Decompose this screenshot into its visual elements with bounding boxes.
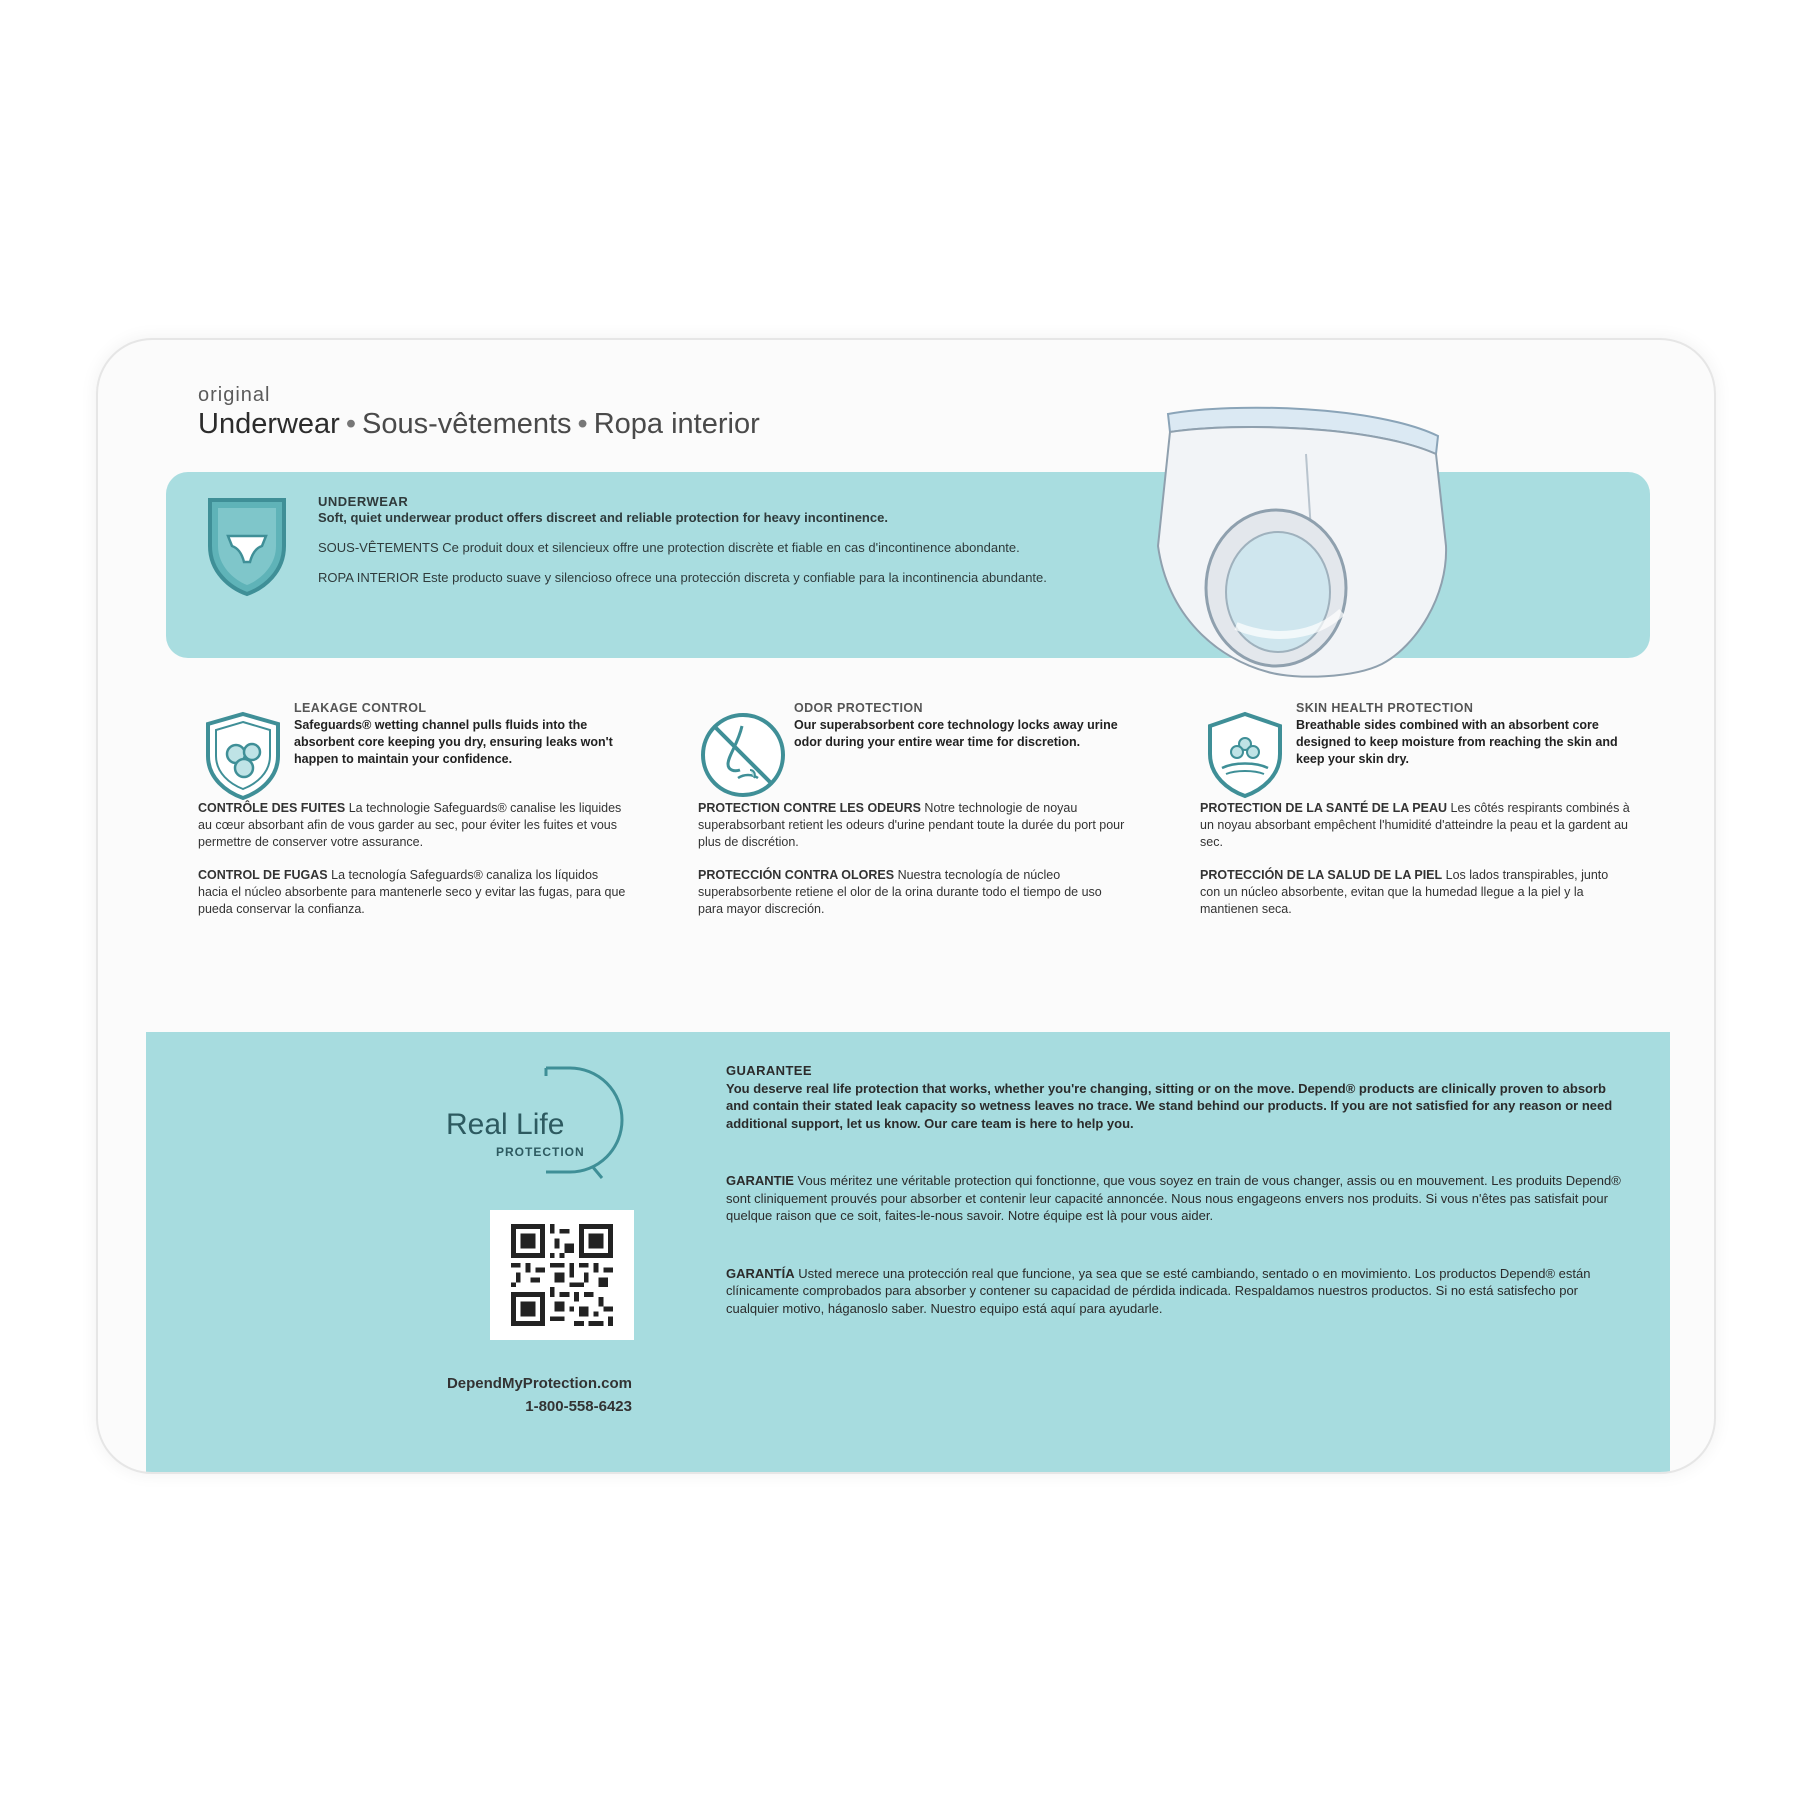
logo-line1: Real Life [446, 1108, 565, 1141]
band-fr-text: SOUS-VÊTEMENTS Ce produit doux et silencieux offre une protection discrète et fiable en cas d'incontinence abondante. [318, 540, 1020, 555]
title-separator: • [577, 408, 588, 440]
guarantee-heading: GUARANTEE [726, 1063, 812, 1078]
feature-heading: LEAKAGE CONTROL [294, 701, 427, 715]
title-en: Underwear [198, 408, 340, 440]
band-en-text: Soft, quiet underwear product offers discreet and reliable protection for heavy incontinence. [318, 510, 888, 525]
product-title [198, 408, 760, 441]
feature-en-text: Safeguards® wetting channel pulls fluids into the absorbent core keeping you dry, ensuring leaks won't happen to maintain your confidence. [294, 718, 613, 766]
guarantee-text [726, 1062, 1626, 1357]
feature-es-text: CONTROL DE FUGAS La tecnología Safeguards® canaliza los líquidos hacia el núcleo absorbente para mantenerle seco y evitar las fugas, para que pueda conservar la confianza. [198, 868, 626, 916]
real-life-protection-logo [442, 1062, 632, 1182]
brand-wordmark: original [198, 384, 271, 406]
feature-es-text: PROTECCIÓN DE LA SALUD DE LA PIEL Los lados transpirables, junto con un núcleo absorbente, evitan que la humedad llegue a la piel y la mantienen seca. [1200, 868, 1609, 916]
guarantee-es: GARANTÍA Usted merece una protección real que funcione, ya sea que se esté cambiando, sentado o en movimiento. Los productos Depend® están clínicamente comprobados para absorber y contener su capacidad de pérdida indicada. Respaldamos nuestros productos. Si no está satisfecho por cualquier motivo, háganoslo saber. Nuestro equipo está aquí para ayudarle. [726, 1265, 1591, 1316]
contact-info [346, 1372, 632, 1418]
underwear-illustration [1146, 396, 1456, 686]
feature-en-text: Breathable sides combined with an absorbent core designed to keep moisture from reaching the skin and keep your skin dry. [1296, 718, 1618, 766]
feature-fr-text: CONTRÔLE DES FUITES La technologie Safeguards® canalise les liquides au cœur absorbant afin de vous garder au sec, pour éviter les fuites et vous permettre de conserver votre assurance. [198, 801, 622, 849]
title-separator: • [345, 408, 356, 440]
feature-heading: SKIN HEALTH PROTECTION [1296, 701, 1474, 715]
guarantee-fr: GARANTIE Vous méritez une véritable protection qui fonctionne, que vous soyez en train de vous changer, assis ou en mouvement. Les produits Depend® sont cliniquement prouvés pour absorber et contenir leur capacité annoncée. Nous nous engageons envers nos produits. Si vous n'êtes pas satisfait pour quelque raison que ce soit, faites-le-nous savoir. Notre équipe est là pour vous aider. [726, 1173, 1621, 1223]
phone-number: 1-800-558-6423 [525, 1398, 632, 1415]
feature-en-text: Our superabsorbent core technology locks away urine odor during your entire wear time for discretion. [794, 718, 1118, 749]
website-link[interactable]: DependMyProtection.com [446, 1375, 632, 1392]
package-back-panel [96, 338, 1716, 1474]
logo-line2: PROTECTION [496, 1145, 585, 1159]
feature-columns [198, 700, 1678, 1000]
skin-health-shield-icon [1200, 710, 1290, 800]
odor-control-icon [698, 710, 788, 800]
guarantee-en: GUARANTEE You deserve real life protection that works, whether you're changing, sitting or on the move. Depend® products are clinically proven to absorb and contain their stated leak capacity so wetness leaves no trace. We stand behind our products. If you are not satisfied for any reason or need additional support, let us know. Our care team is here to help you. [726, 1062, 1626, 1132]
underwear-shield-icon [202, 494, 292, 598]
feature-heading: ODOR PROTECTION [794, 701, 923, 715]
absorbent-core-icon [198, 710, 288, 800]
feature-fr-text: PROTECTION DE LA SANTÉ DE LA PEAU Les côtés respirants combinés à un noyau absorbant empêchent l'humidité d'atteindre la peau et la gardent au sec. [1200, 801, 1630, 849]
qr-code-icon[interactable] [490, 1210, 634, 1340]
feature-fr-text: PROTECTION CONTRE LES ODEURS Notre technologie de noyau superabsorbant retient les odeurs d'urine pendant toute la durée du port pour plus de discrétion. [698, 801, 1125, 849]
feature-es-text: PROTECCIÓN CONTRA OLORES Nuestra tecnología de núcleo superabsorbente retiene el olor de la orina durante todo el tiempo de uso para mayor discreción. [698, 868, 1102, 916]
title-fr: Sous-vêtements [362, 408, 572, 440]
band-heading: UNDERWEAR [318, 494, 409, 509]
guarantee-band [146, 1032, 1670, 1474]
band-description [318, 494, 1078, 600]
band-es-text: ROPA INTERIOR Este producto suave y silencioso ofrece una protección discreta y confiable para la incontinencia abundante. [318, 570, 1047, 585]
title-es: Ropa interior [593, 408, 760, 440]
